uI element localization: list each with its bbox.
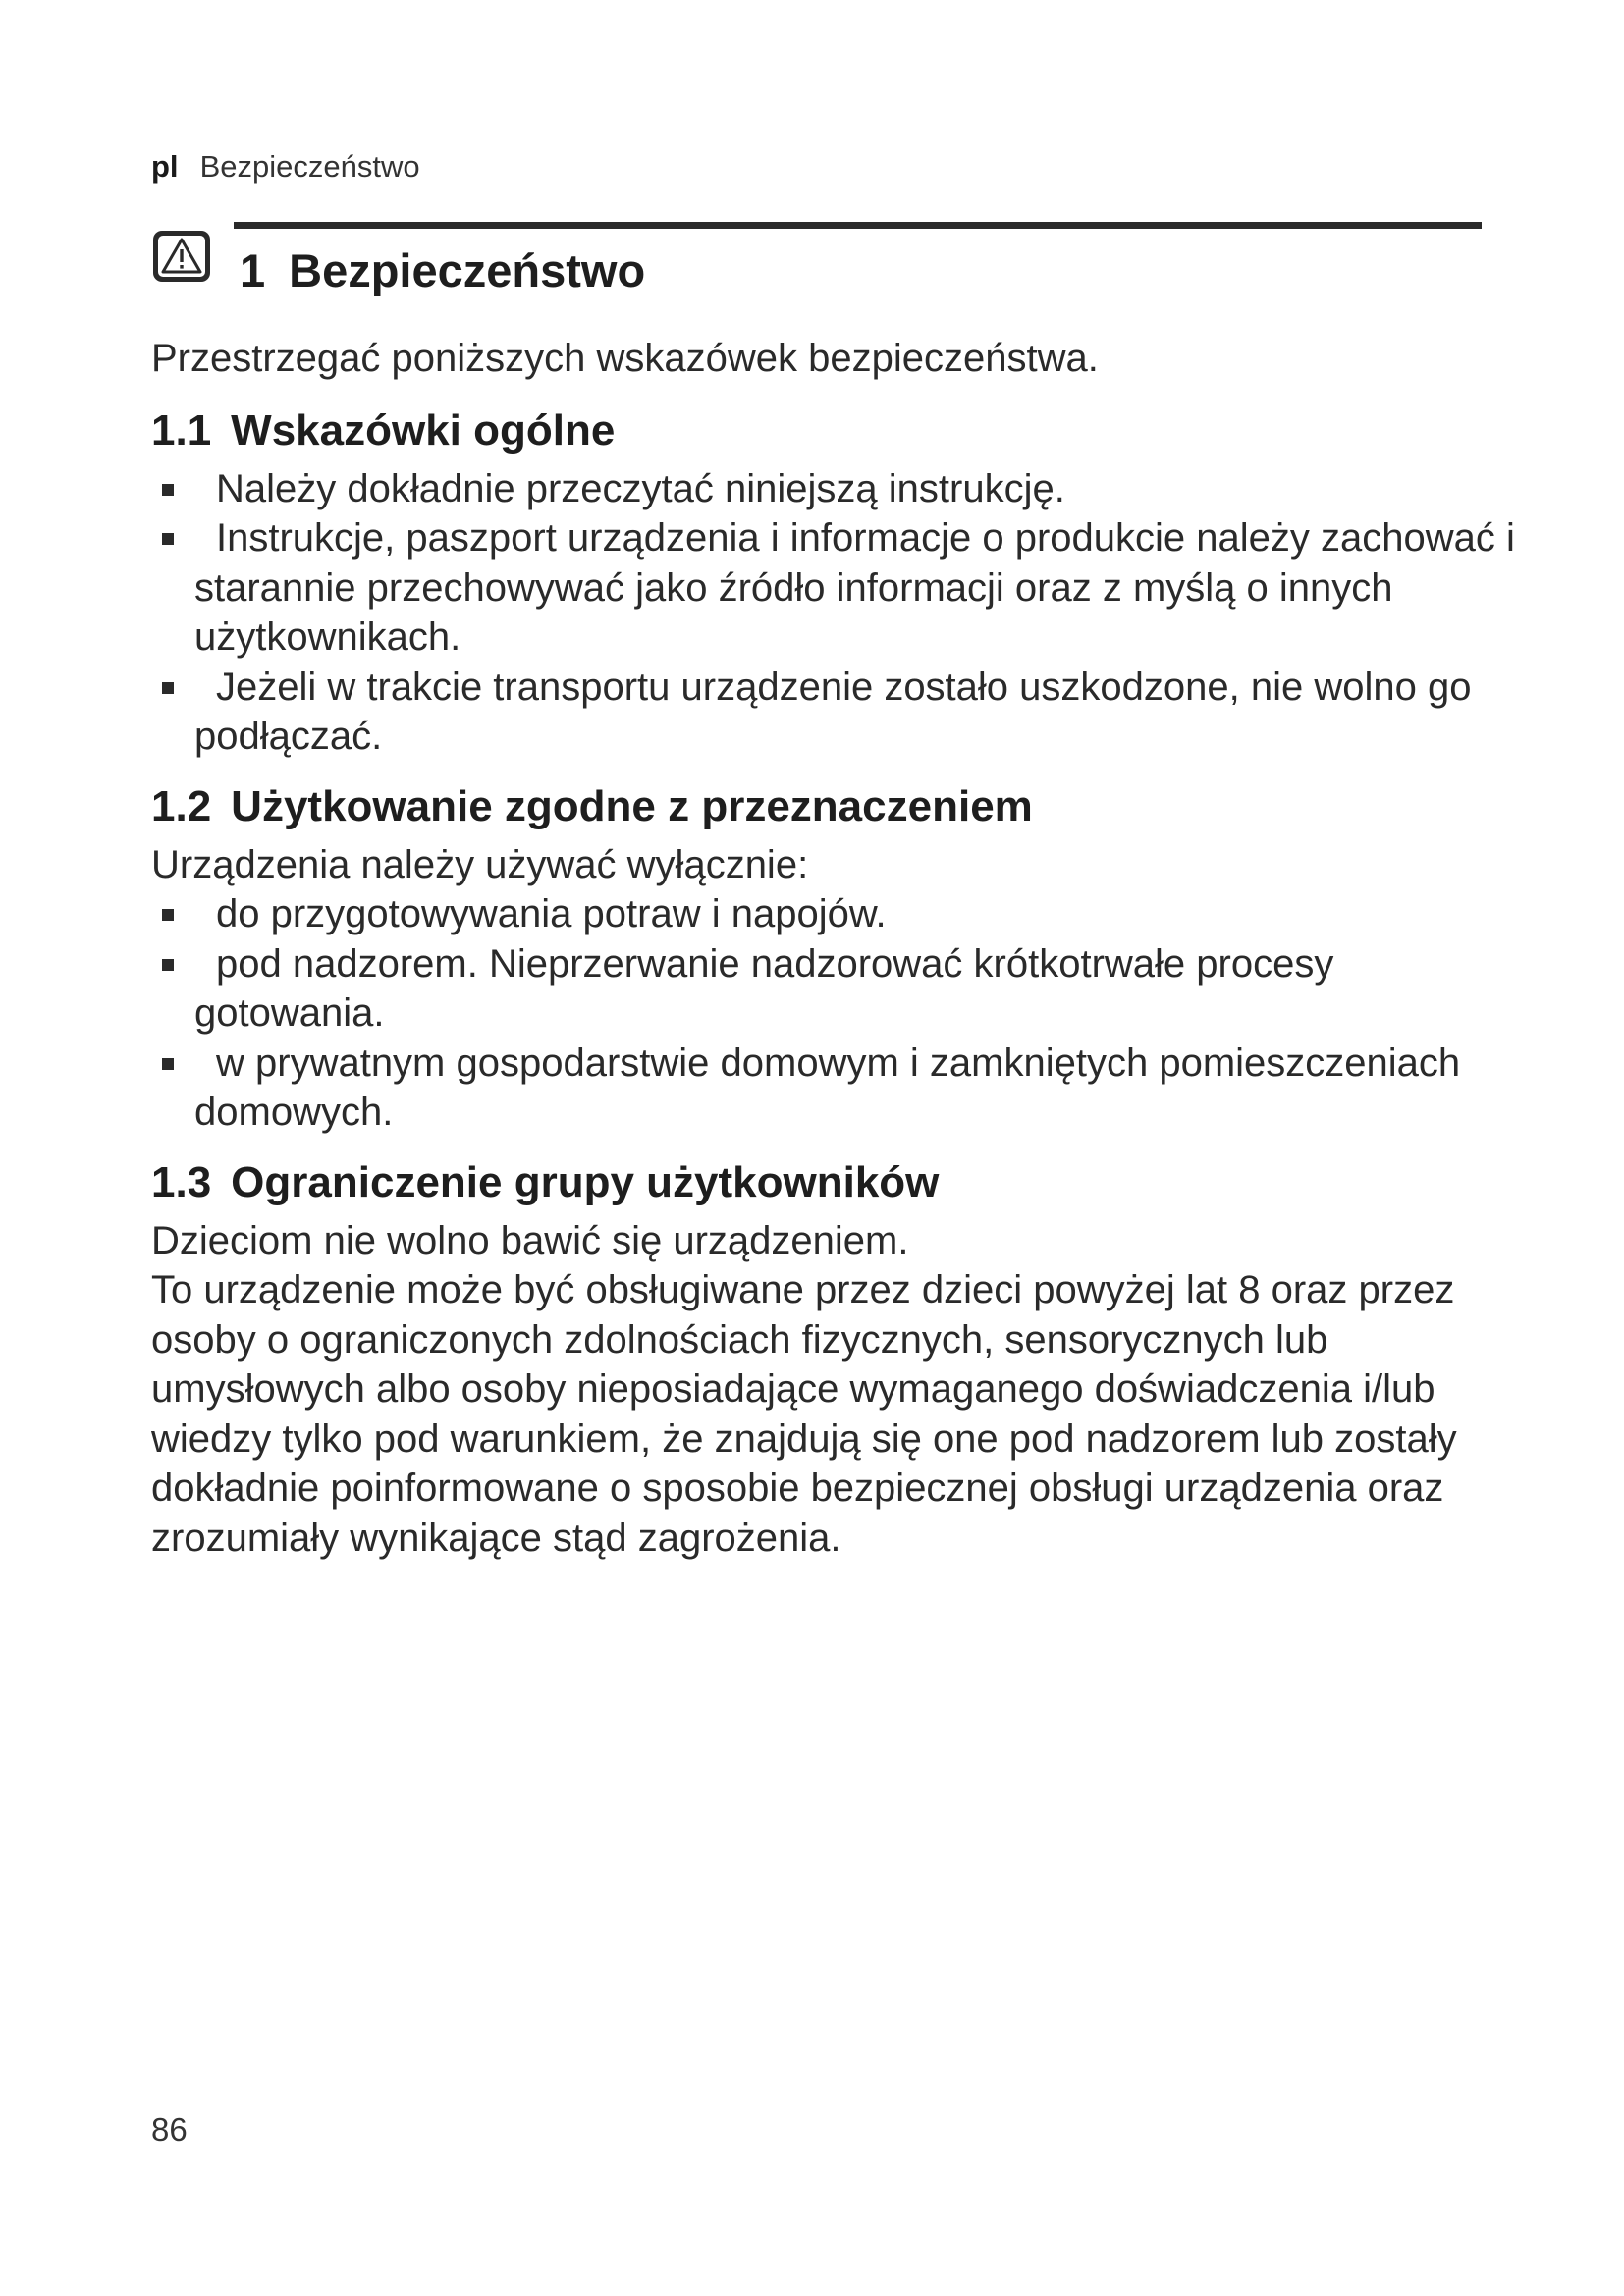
section-heading-1-1 <box>151 403 1526 458</box>
list-item: Instrukcje, paszport urządzenia i informacje o produkcie należy zachować i starannie przechowywać jako źródło informacji oraz z myślą o innych użytkownikach. <box>151 513 1526 663</box>
page-number: 86 <box>151 2111 188 2148</box>
bullet-square-icon <box>162 682 174 694</box>
section-number: 1.2 <box>151 781 212 830</box>
header-section-title: Bezpieczeństwo <box>199 149 420 184</box>
list-item: pod nadzorem. Nieprzerwanie nadzorować krótkotrwałe procesy gotowania. <box>151 939 1526 1039</box>
list-item: w prywatnym gospodarstwie domowym i zamkniętych pomieszczeniach domowych. <box>151 1039 1526 1138</box>
warning-icon <box>151 229 212 284</box>
intended-use-list <box>151 889 1526 1138</box>
list-item: Jeżeli w trakcie transportu urządzenie zostało uszkodzone, nie wolno go podłączać. <box>151 663 1526 762</box>
section-number: 1.1 <box>151 405 212 454</box>
list-item: Należy dokładnie przeczytać niniejszą instrukcję. <box>151 464 1526 514</box>
section-number: 1.3 <box>151 1157 212 1206</box>
section-heading-1-2 <box>151 779 1526 834</box>
section-title: Wskazówki ogólne <box>231 405 616 454</box>
bullet-square-icon <box>162 484 174 496</box>
running-header <box>151 147 420 187</box>
chapter-title-text: Bezpieczeństwo <box>289 244 646 296</box>
bullet-square-icon <box>162 909 174 921</box>
general-notes-list <box>151 464 1526 762</box>
language-code: pl <box>151 149 179 184</box>
section-title: Użytkowanie zgodne z przeznaczeniem <box>231 781 1033 830</box>
list-item: do przygotowywania potraw i napojów. <box>151 889 1526 939</box>
chapter-number: 1 <box>240 244 266 296</box>
section-title: Ograniczenie grupy użytkowników <box>231 1157 940 1206</box>
chapter-title <box>240 241 645 300</box>
bullet-square-icon <box>162 959 174 971</box>
paragraph: Dzieciom nie wolno bawić się urządzeniem. <box>151 1218 909 1262</box>
chapter-rule <box>234 222 1482 229</box>
page-content <box>151 334 1526 1563</box>
section-intro: Urządzenia należy używać wyłącznie: <box>151 842 809 886</box>
section-heading-1-3 <box>151 1155 1526 1210</box>
bullet-square-icon <box>162 533 174 545</box>
paragraph: To urządzenie może być obsługiwane przez dzieci powyżej lat 8 oraz przez osoby o ograniczonych zdolnościach fizycznych, sensorycznych lub umysłowych albo osoby nieposiadające wymaganego doświadczenia i/lub wiedzy tylko pod warunkiem, że znajdują się one pod nadzorem lub zostały dokładnie poinformowane o sposobie bezpiecznej obsługi urządzenia oraz zrozumiały wynikające stąd zagrożenia. <box>151 1268 1457 1560</box>
bullet-square-icon <box>162 1058 174 1070</box>
chapter-intro: Przestrzegać poniższych wskazówek bezpieczeństwa. <box>151 337 1099 380</box>
